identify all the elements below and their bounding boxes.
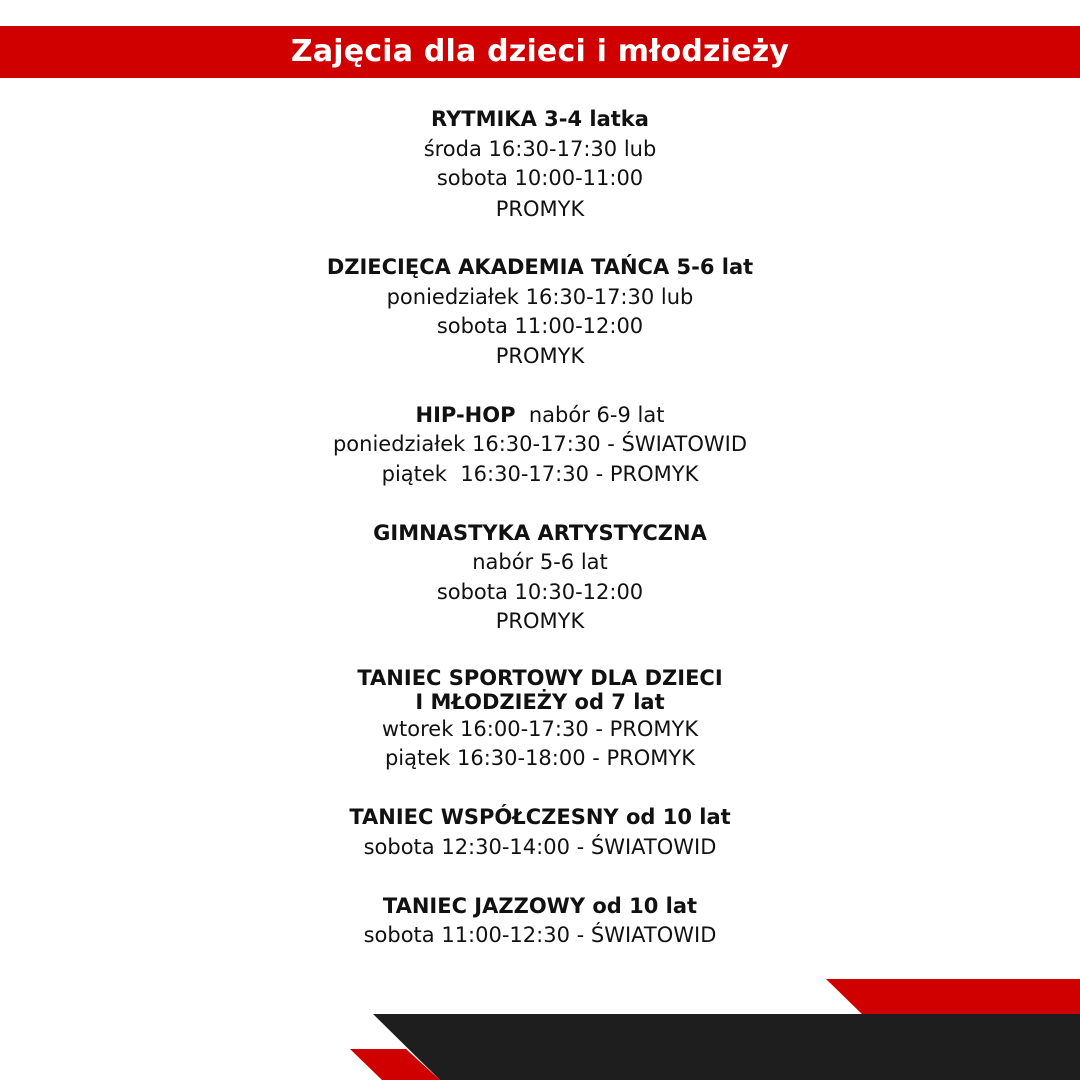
class-detail: sobota 10:30-12:00 [436, 580, 644, 604]
class-title-taniec-wspolczesny: TANIEC WSPÓŁCZESNY od 10 lat [349, 805, 731, 829]
class-detail: sobota 12:30-14:00 - ŚWIATOWID [363, 835, 717, 859]
class-detail: wtorek 16:00-17:30 - PROMYK [381, 717, 699, 741]
red-stripe-upper [826, 979, 1080, 1018]
class-detail: sobota 10:00-11:00 [436, 166, 644, 190]
class-location: PROMYK [495, 197, 585, 221]
class-title-gimnastyka: GIMNASTYKA ARTYSTYCZNA [373, 521, 707, 545]
class-title-hip-hop-name: HIP-HOP [415, 403, 516, 427]
class-title-akademia-tanca: DZIECIĘCA AKADEMIA TAŃCA 5-6 lat [326, 255, 754, 279]
red-stripe-lower [350, 1049, 440, 1080]
class-detail: poniedziałek 16:30-17:30 - ŚWIATOWID [332, 432, 748, 456]
class-title-hip-hop [0, 405, 1080, 426]
header-band [0, 26, 1080, 78]
class-title-taniec-sportowy-line2: I MŁODZIEŻY od 7 lat [415, 690, 665, 714]
class-detail: piątek 16:30-18:00 - PROMYK [384, 746, 696, 770]
class-location: PROMYK [495, 344, 585, 368]
class-title-taniec-sportowy: TANIEC SPORTOWY DLA DZIECI [357, 666, 723, 690]
class-detail: sobota 11:00-12:00 [436, 314, 644, 338]
class-title-taniec-jazzowy: TANIEC JAZZOWY od 10 lat [382, 894, 698, 918]
page-title: Zajęcia dla dzieci i młodzieży [290, 34, 790, 69]
class-detail: poniedziałek 16:30-17:30 lub [386, 285, 694, 309]
class-title-hip-hop-age: nabór 6-9 lat [515, 403, 665, 427]
class-detail: nabór 5-6 lat [472, 550, 608, 574]
dark-band [373, 1014, 1080, 1080]
class-detail: piątek 16:30-17:30 - PROMYK [381, 462, 699, 486]
class-detail: sobota 11:00-12:30 - ŚWIATOWID [363, 923, 717, 947]
class-title-rytmika: RYTMIKA 3-4 latka [431, 107, 649, 131]
class-location: PROMYK [495, 609, 585, 633]
class-detail: środa 16:30-17:30 lub [423, 137, 657, 161]
